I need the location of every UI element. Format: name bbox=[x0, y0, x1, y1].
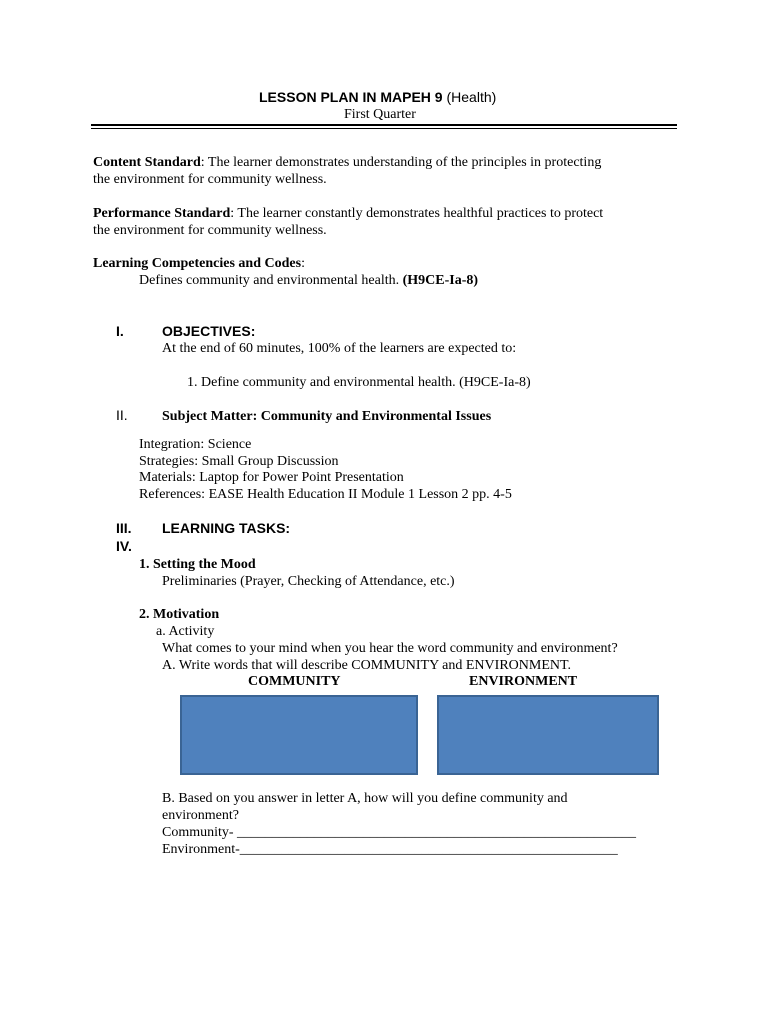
content-standard-label: Content Standard bbox=[93, 155, 201, 170]
environment-definition-line[interactable]: Environment-______________________________________________________ bbox=[162, 842, 618, 857]
competency-code: (H9CE-Ia-8) bbox=[402, 273, 479, 288]
competencies-heading bbox=[93, 255, 305, 272]
objectives-numeral: I. bbox=[116, 323, 124, 339]
setting-mood-text: Preliminaries (Prayer, Checking of Attendance, etc.) bbox=[162, 574, 455, 589]
objective-item-1: 1. Define community and environmental health. (H9CE-Ia-8) bbox=[187, 375, 531, 390]
performance-standard-text: : The learner constantly demonstrates healthful practices to protect bbox=[230, 206, 604, 221]
learning-tasks-heading: LEARNING TASKS: bbox=[162, 520, 291, 536]
competency-item bbox=[139, 272, 478, 289]
document-subtitle: First Quarter bbox=[344, 107, 416, 122]
subject-integration: Integration: Science bbox=[139, 437, 252, 452]
community-column-header: COMMUNITY bbox=[248, 674, 341, 689]
subject-materials: Materials: Laptop for Power Point Presentation bbox=[139, 470, 404, 485]
competencies-label: Learning Competencies and Codes bbox=[93, 256, 302, 271]
performance-standard-label: Performance Standard bbox=[93, 206, 231, 221]
title-main: LESSON PLAN IN MAPEH 9 bbox=[259, 89, 443, 105]
objectives-heading: OBJECTIVES: bbox=[162, 323, 256, 339]
title-suffix: (Health) bbox=[446, 89, 497, 105]
subject-matter-heading: Subject Matter: Community and Environmental Issues bbox=[162, 409, 492, 424]
setting-mood-label: 1. Setting the Mood bbox=[139, 557, 256, 572]
motivation-question: What comes to your mind when you hear the word community and environment? bbox=[162, 641, 618, 656]
performance-standard-line2: the environment for community wellness. bbox=[93, 223, 327, 238]
instruction-a: A. Write words that will describe COMMUNITY and ENVIRONMENT. bbox=[162, 658, 572, 673]
community-definition-line[interactable]: Community- _________________________________________________________ bbox=[162, 825, 637, 840]
content-standard-line2: the environment for community wellness. bbox=[93, 172, 327, 187]
motivation-label: 2. Motivation bbox=[139, 607, 220, 622]
instruction-b-line2: environment? bbox=[162, 808, 239, 823]
subject-strategies: Strategies: Small Group Discussion bbox=[139, 454, 339, 469]
performance-standard-line1 bbox=[93, 205, 603, 222]
content-standard-text: : The learner demonstrates understanding of the principles in protecting bbox=[200, 155, 602, 170]
learning-tasks-numeral: III. bbox=[116, 520, 132, 536]
competencies-colon: : bbox=[301, 256, 305, 271]
community-answer-box[interactable] bbox=[180, 695, 418, 775]
header-rule-thick bbox=[91, 124, 677, 126]
header-rule-thin bbox=[91, 128, 677, 129]
objectives-intro: At the end of 60 minutes, 100% of the learners are expected to: bbox=[162, 341, 517, 356]
competency-text: Defines community and environmental health. bbox=[139, 273, 400, 288]
activity-label: a. Activity bbox=[156, 624, 215, 639]
environment-answer-box[interactable] bbox=[437, 695, 659, 775]
instruction-b-line1: B. Based on you answer in letter A, how will you define community and bbox=[162, 791, 568, 806]
content-standard-line1 bbox=[93, 154, 601, 171]
environment-column-header: ENVIRONMENT bbox=[469, 674, 578, 689]
document-title bbox=[259, 89, 496, 106]
subject-references: References: EASE Health Education II Module 1 Lesson 2 pp. 4-5 bbox=[139, 487, 512, 502]
subject-matter-numeral: II. bbox=[116, 407, 128, 423]
section-iv-numeral: IV. bbox=[116, 538, 132, 554]
